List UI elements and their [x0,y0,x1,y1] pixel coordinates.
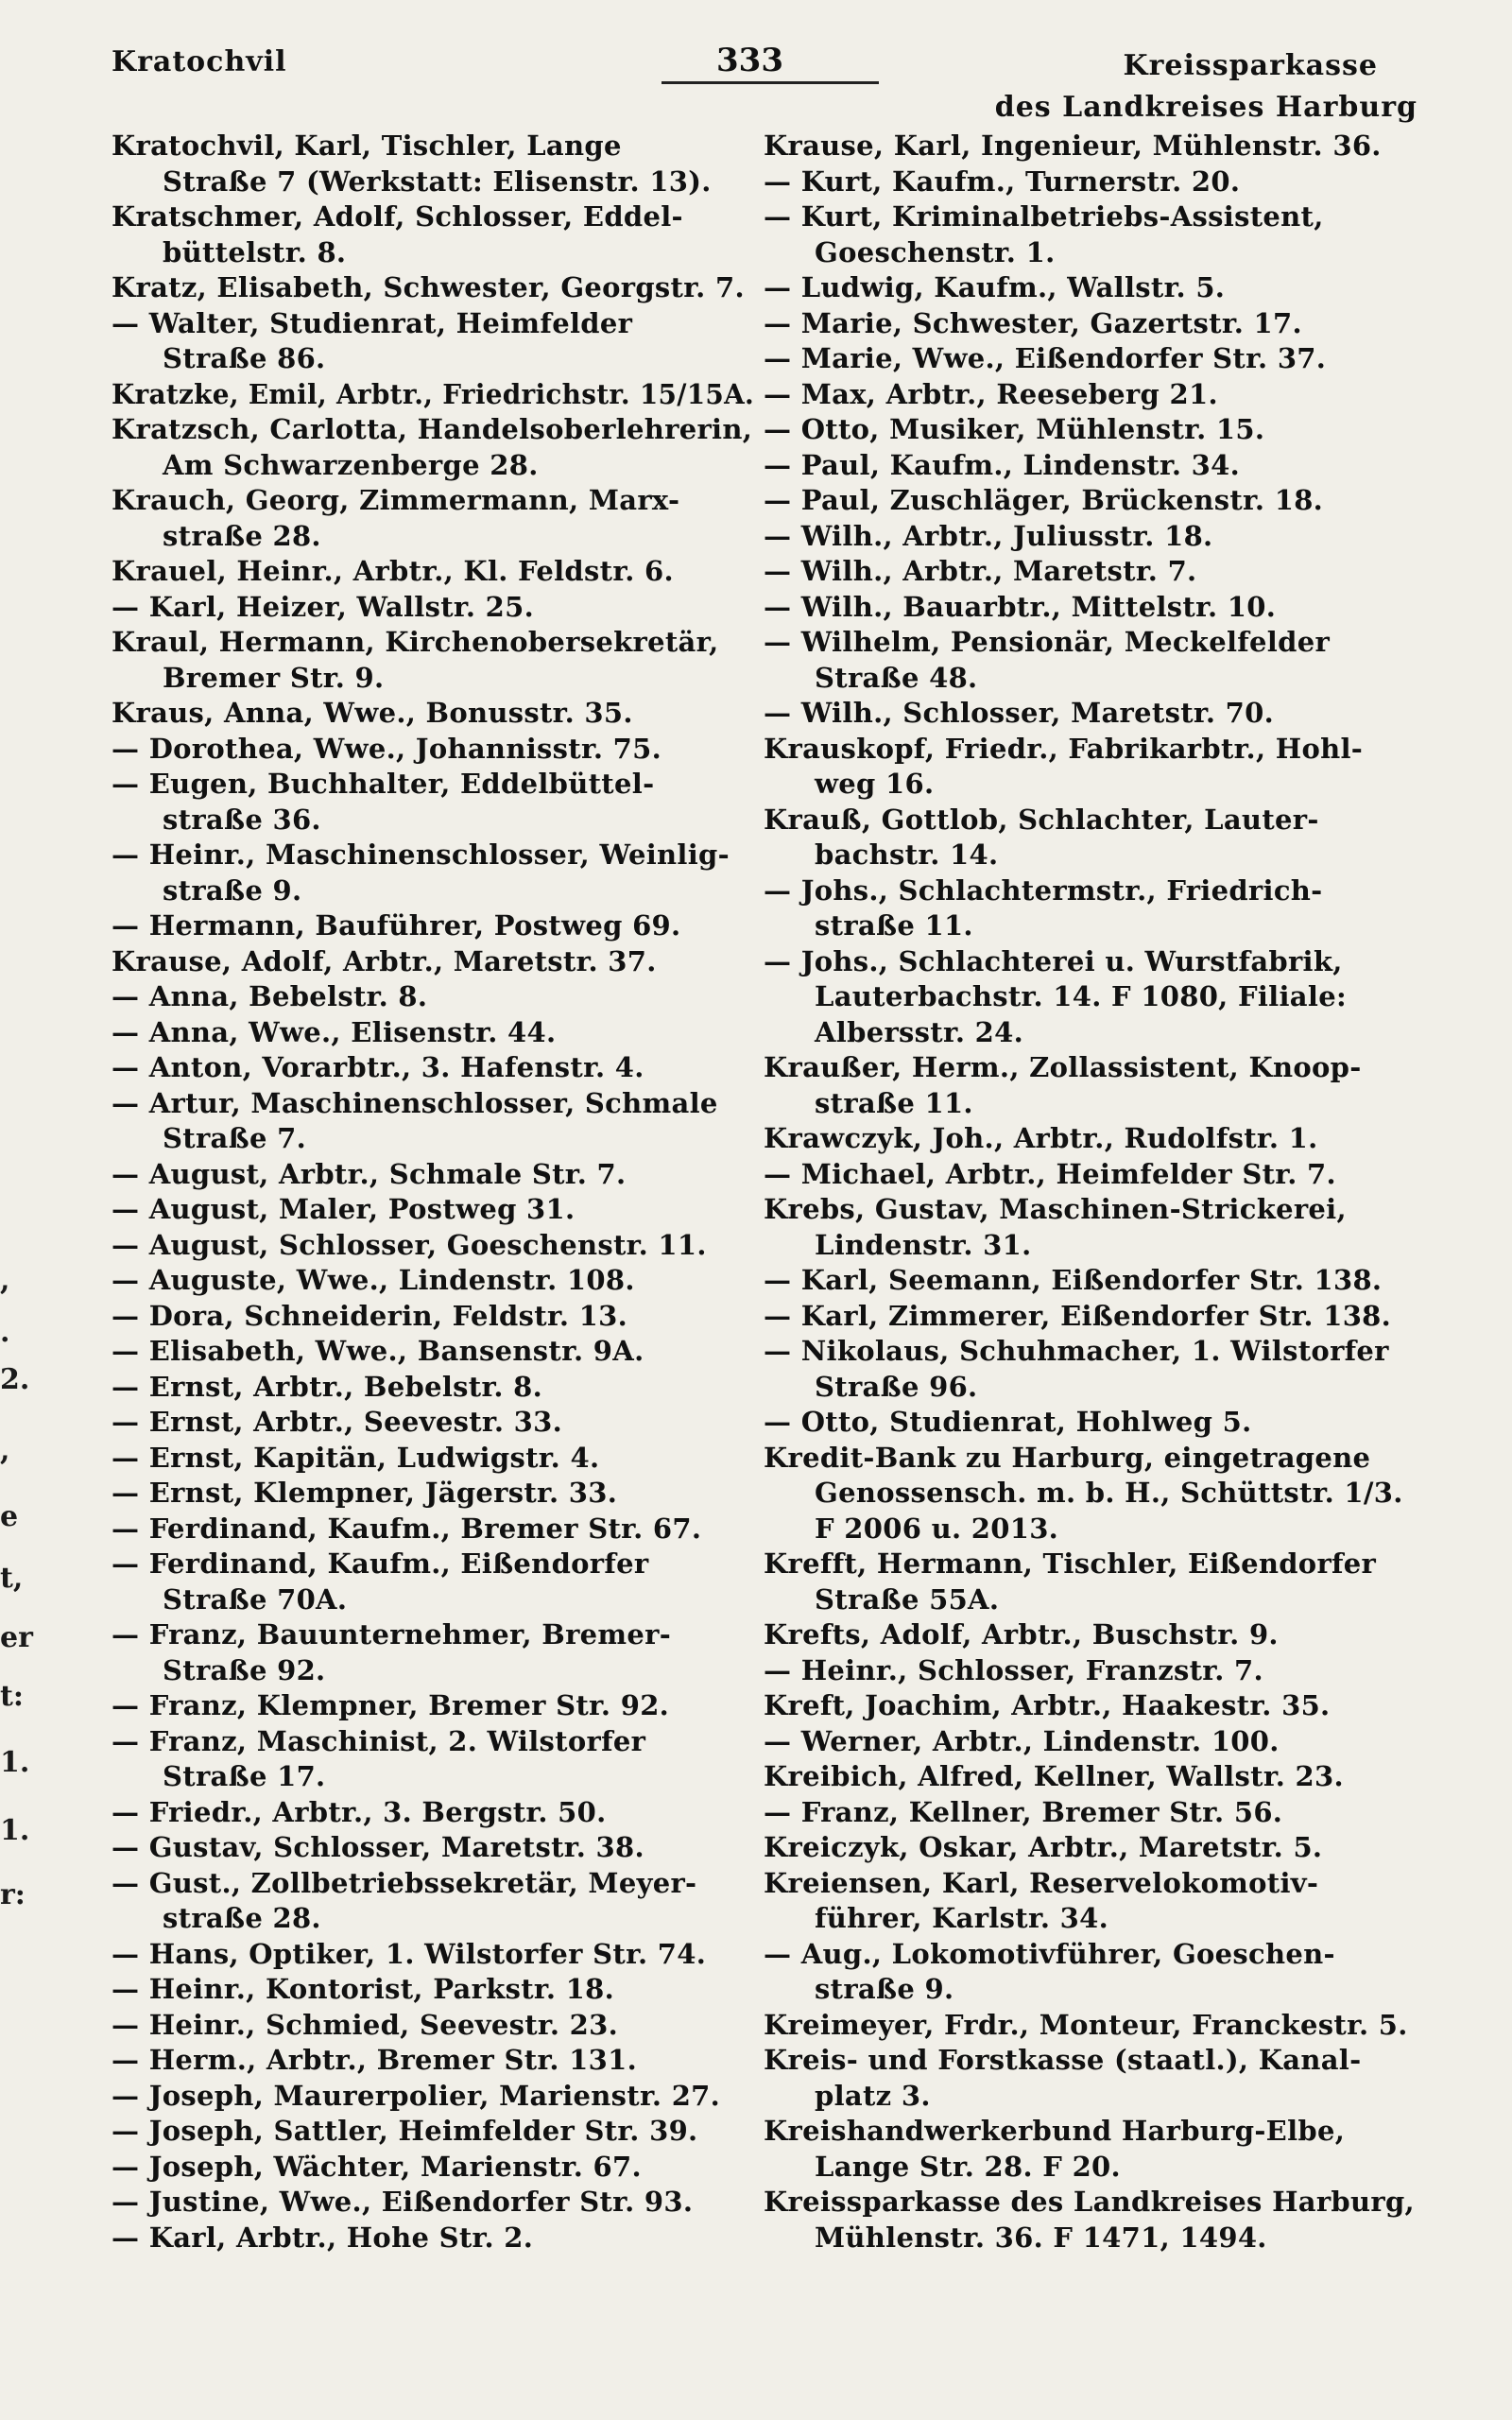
right-column-entry-line: Lange Str. 28. F 20. [815,2150,1121,2183]
right-column-entry-line: — Johs., Schlachtermstr., Friedrich- [764,873,1323,907]
right-column-entry-line: weg 16. [815,768,935,800]
header-right-catchword-line1: Kreissparkasse [1123,49,1378,82]
left-column-entry-line: — Ferdinand, Kaufm., Bremer Str. 67. [112,1512,702,1545]
right-column-entry-line: Mühlenstr. 36. F 1471, 1494. [815,2221,1267,2254]
left-column-entry-line: Straße 92. [163,1653,326,1686]
edge-fragment: t: [0,1680,24,1713]
left-column-entry-line: — Hans, Optiker, 1. Wilstorfer Str. 74. [112,1937,707,1970]
right-column-entry-line: Straße 55A. [815,1582,1000,1616]
left-column-entry-line: — Elisabeth, Wwe., Bansenstr. 9A. [112,1335,644,1367]
left-column-entry-line: — Dorothea, Wwe., Johannisstr. 75. [112,732,662,765]
left-column-entry-line: Straße 17. [163,1760,326,1792]
right-column-entry-line: Krebs, Gustav, Maschinen-Strickerei, [764,1193,1347,1225]
left-column-entry-line: straße 28. [163,1902,321,1934]
left-column-entry-line: — Ernst, Klempner, Jägerstr. 33. [112,1477,618,1509]
right-column-entry-line: Kreissparkasse des Landkreises Harburg, [764,2186,1415,2218]
left-column-entry-line: straße 36. [163,803,321,836]
right-column-entry-line: — Heinr., Schlosser, Franzstr. 7. [764,1653,1263,1686]
left-column-entry-line: Straße 7. [163,1122,306,1154]
left-column-entry-line: — Walter, Studienrat, Heimfelder [112,306,633,339]
right-column-entry-line: — Wilh., Arbtr., Maretstr. 7. [764,555,1197,587]
edge-fragment: er [0,1621,33,1654]
right-column-entry-line: Lauterbachstr. 14. F 1080, Filiale: [815,980,1347,1012]
header-right-catchword-line2: des Landkreises Harburg [994,91,1418,124]
right-column-entry-line: Krauß, Gottlob, Schlachter, Lauter- [764,803,1319,836]
left-column-entry-line: — August, Schlosser, Goeschenstr. 11. [112,1228,707,1261]
left-column-entry-line: Kratschmer, Adolf, Schlosser, Eddel- [112,200,683,233]
right-column-entry-line: — Max, Arbtr., Reeseberg 21. [764,377,1218,410]
right-column-entry-line: — Otto, Studienrat, Hohlweg 5. [764,1406,1252,1438]
left-column-entry-line: — Ernst, Arbtr., Bebelstr. 8. [112,1370,543,1403]
page-number: 333 [716,42,783,79]
left-column-entry-line: — Heinr., Maschinenschlosser, Weinlig- [112,838,730,871]
edge-fragment: , [0,1264,10,1297]
left-column-entry-line: — August, Arbtr., Schmale Str. 7. [112,1157,627,1190]
edge-fragment: e [0,1500,19,1533]
right-column-entry-line: führer, Karlstr. 34. [815,1902,1109,1934]
right-column-entry-line: Kreis- und Forstkasse (staatl.), Kanal- [764,2044,1362,2076]
left-column-entry-line: — Friedr., Arbtr., 3. Bergstr. 50. [112,1795,607,1828]
right-column-entry-line: — Wilh., Schlosser, Maretstr. 70. [764,697,1274,729]
right-column-entry-line: — Michael, Arbtr., Heimfelder Str. 7. [764,1157,1336,1190]
left-column-entry-line: Am Schwarzenberge 28. [163,448,539,481]
right-column-entry-line: Straße 96. [815,1370,978,1403]
left-column-entry-line: — Heinr., Kontorist, Parkstr. 18. [112,1973,614,2005]
right-column-entry-line: Kreiensen, Karl, Reservelokomotiv- [764,1866,1319,1899]
right-column-entry-line: bachstr. 14. [815,838,999,871]
right-column-entry-line: Lindenstr. 31. [815,1228,1032,1261]
left-column-entry-line: Krauel, Heinr., Arbtr., Kl. Feldstr. 6. [112,555,674,587]
left-column-entry-line: — Ernst, Kapitän, Ludwigstr. 4. [112,1441,600,1474]
right-column-entry-line: Goeschenstr. 1. [815,235,1056,268]
right-column-entry-line: Kreft, Joachim, Arbtr., Haakestr. 35. [764,1689,1331,1721]
left-column-entry-line: — Karl, Heizer, Wallstr. 25. [112,590,534,623]
left-column-entry-line: — Anna, Bebelstr. 8. [112,980,428,1012]
left-column-entry-line: — Dora, Schneiderin, Feldstr. 13. [112,1299,628,1332]
right-column-entry-line: Krawczyk, Joh., Arbtr., Rudolfstr. 1. [764,1122,1318,1154]
right-column-entry-line: — Otto, Musiker, Mühlenstr. 15. [764,413,1265,445]
left-column-entry-line: — Anton, Vorarbtr., 3. Hafenstr. 4. [112,1051,644,1083]
right-column-entry-line: — Kurt, Kriminalbetriebs-Assistent, [764,200,1324,233]
left-column-entry-line: — Franz, Bauunternehmer, Bremer- [112,1618,672,1651]
left-column-entry-line: — Ferdinand, Kaufm., Eißendorfer [112,1547,649,1580]
left-column-entry-line: Straße 70A. [163,1582,348,1616]
left-column-entry-line: Straße 86. [163,342,326,374]
right-column-entry-line: straße 11. [815,909,973,942]
left-column [112,129,754,2256]
left-column-entry-line: — Eugen, Buchhalter, Eddelbüttel- [112,768,655,800]
left-column-entry-line: — Artur, Maschinenschlosser, Schmale [112,1086,718,1119]
right-column-entry-line: — Paul, Kaufm., Lindenstr. 34. [764,448,1241,481]
left-column-entry-line: — Anna, Wwe., Elisenstr. 44. [112,1015,557,1048]
left-column-entry-line: — Gust., Zollbetriebssekretär, Meyer- [112,1866,697,1899]
right-column-entry-line: — Wilh., Arbtr., Juliusstr. 18. [764,519,1213,552]
left-column-entry-line: Straße 7 (Werkstatt: Elisenstr. 13). [163,164,712,198]
right-column-entry-line: Kreimeyer, Frdr., Monteur, Franckestr. 5. [764,2008,1408,2041]
right-column-entry-line: — Werner, Arbtr., Lindenstr. 100. [764,1724,1280,1757]
right-column-entry-line: Albersstr. 24. [815,1015,1024,1048]
left-column-entry-line: — Joseph, Maurerpolier, Marienstr. 27. [112,2079,721,2112]
left-column-entry-line: — Ernst, Arbtr., Seevestr. 33. [112,1406,562,1438]
left-column-entry-line: — Joseph, Sattler, Heimfelder Str. 39. [112,2115,698,2147]
right-column-entry-line: Kraußer, Herm., Zollassistent, Knoop- [764,1051,1362,1083]
right-column-entry-line: — Paul, Zuschläger, Brückenstr. 18. [764,484,1324,516]
right-column-entry-line: — Wilh., Bauarbtr., Mittelstr. 10. [764,590,1277,623]
right-column-entry-line: — Ludwig, Kaufm., Wallstr. 5. [764,271,1226,303]
right-column [764,129,1416,2256]
left-column-entry-line: Kratzke, Emil, Arbtr., Friedrichstr. 15/15A. [112,377,754,410]
right-column-entry-line: Kredit-Bank zu Harburg, eingetragene [764,1441,1371,1474]
adjacent-page-edge [0,0,33,2420]
left-column-entry-line: — Auguste, Wwe., Lindenstr. 108. [112,1264,635,1296]
left-column-entry-line: Krauch, Georg, Zimmermann, Marx- [112,484,680,516]
right-column-entry-line: Kreiczyk, Oskar, Arbtr., Maretstr. 5. [764,1831,1323,1863]
right-column-entry-line: — Marie, Schwester, Gazertstr. 17. [764,306,1302,339]
right-column-entry-line: Krefft, Hermann, Tischler, Eißendorfer [764,1547,1377,1580]
right-column-entry-line: Krause, Karl, Ingenieur, Mühlenstr. 36. [764,130,1382,162]
header-left-catchword: Kratochvil [112,45,287,78]
edge-fragment: t, [0,1562,24,1595]
left-column-entry-line: — Franz, Maschinist, 2. Wilstorfer [112,1724,646,1757]
right-column-entry-line: — Karl, Seemann, Eißendorfer Str. 138. [764,1264,1383,1296]
left-column-entry-line: — Hermann, Bauführer, Postweg 69. [112,909,681,942]
right-column-entry-line: Genossensch. m. b. H., Schüttstr. 1/3. [815,1477,1403,1509]
left-column-entry-line: Kratz, Elisabeth, Schwester, Georgstr. 7. [112,271,745,303]
right-column-entry-line: — Franz, Kellner, Bremer Str. 56. [764,1795,1283,1828]
left-column-entry-line: Bremer Str. 9. [163,661,385,694]
left-column-entry-line: — Franz, Klempner, Bremer Str. 92. [112,1689,670,1721]
right-column-entry-line: — Wilhelm, Pensionär, Meckelfelder [764,626,1331,658]
left-column-entry-line: straße 9. [163,873,302,907]
edge-fragment: 1. [0,1814,30,1847]
right-column-entry-line: straße 11. [815,1086,973,1119]
right-column-entry-line: straße 9. [815,1973,954,2005]
right-column-entry-line: — Marie, Wwe., Eißendorfer Str. 37. [764,342,1327,374]
right-column-entry-line: — Johs., Schlachterei u. Wurstfabrik, [764,944,1343,977]
right-column-entry-line: F 2006 u. 2013. [815,1512,1059,1545]
right-column-entry-line: — Nikolaus, Schuhmacher, 1. Wilstorfer [764,1335,1389,1367]
left-column-entry-line: — Karl, Arbtr., Hohe Str. 2. [112,2221,534,2254]
header-rule [662,81,879,84]
right-column-entry-line: Straße 48. [815,661,978,694]
left-column-entry-line: — Heinr., Schmied, Seevestr. 23. [112,2008,618,2041]
left-column-entry-line: Kratzsch, Carlotta, Handelsoberlehrerin, [112,413,753,445]
edge-fragment: r: [0,1878,26,1911]
right-column-entry-line: Kreibich, Alfred, Kellner, Wallstr. 23. [764,1760,1344,1792]
right-column-entry-line: platz 3. [815,2079,931,2112]
left-column-entry-line: — Gustav, Schlosser, Maretstr. 38. [112,1831,644,1863]
left-column-entry-line: — Joseph, Wächter, Marienstr. 67. [112,2150,642,2183]
right-column-entry-line: — Karl, Zimmerer, Eißendorfer Str. 138. [764,1299,1392,1332]
left-column-entry-line: Kraus, Anna, Wwe., Bonusstr. 35. [112,697,633,729]
left-column-entry-line: — Justine, Wwe., Eißendorfer Str. 93. [112,2186,694,2218]
left-column-entry-line: straße 28. [163,519,321,552]
right-column-entry-line: — Kurt, Kaufm., Turnerstr. 20. [764,164,1241,198]
page-header [0,0,1512,142]
edge-fragment: 1. [0,1746,30,1779]
edge-fragment: . [0,1316,10,1349]
left-column-entry-line: büttelstr. 8. [163,235,347,268]
right-column-entry-line: Krefts, Adolf, Arbtr., Buschstr. 9. [764,1618,1279,1651]
left-column-entry-line: Krause, Adolf, Arbtr., Maretstr. 37. [112,944,657,977]
right-column-entry-line: Krauskopf, Friedr., Fabrikarbtr., Hohl- [764,732,1364,765]
right-column-entry-line: Kreishandwerkerbund Harburg-Elbe, [764,2115,1346,2147]
edge-fragment: 2. [0,1363,30,1396]
left-column-entry-line: Kraul, Hermann, Kirchenobersekretär, [112,626,719,658]
edge-fragment: , [0,1434,10,1467]
left-column-entry-line: — August, Maler, Postweg 31. [112,1193,576,1225]
left-column-entry-line: Kratochvil, Karl, Tischler, Lange [112,130,622,162]
right-column-entry-line: — Aug., Lokomotivführer, Goeschen- [764,1937,1335,1970]
left-column-entry-line: — Herm., Arbtr., Bremer Str. 131. [112,2044,637,2076]
